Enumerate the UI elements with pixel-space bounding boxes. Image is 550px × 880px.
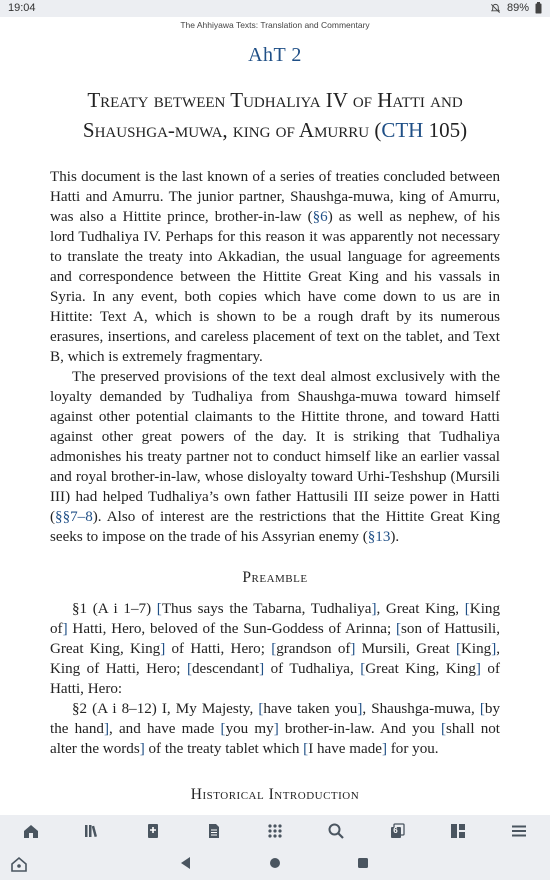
mute-icon [490,3,501,14]
text-segment: of Hatti, Hero: [50,661,500,697]
page-content [50,40,500,816]
document-title: Treaty between Tudhaliya IV of Hatti and Shaushga-muwa, king of Amurru (CTH 105) [82,88,468,142]
page-count-icon[interactable] [382,818,412,844]
text-segment: King [461,641,492,657]
text-segment: of the treaty tablet which [144,741,304,757]
restoration-bracket: ] [357,701,363,717]
restoration-bracket: ] [160,641,166,657]
text-segment: , Shaushga-muwa, [362,701,480,717]
text-segment: of Tudhaliya, [264,661,361,677]
restoration-bracket: ] [273,721,279,737]
restoration-bracket: [ [220,721,226,737]
text-segment: for you. [387,741,439,757]
restoration-bracket: ] [139,741,145,757]
page-count-badge: 6 [393,826,398,835]
system-nav-bar [0,847,550,880]
restoration-bracket: ] [381,741,387,757]
restoration-bracket: [ [464,601,470,617]
bookmark-add-icon[interactable] [138,818,168,844]
text-segment: you my [225,721,274,737]
text-segment: brother-in-law. And you [278,721,441,737]
menu-icon[interactable] [504,818,534,844]
restoration-bracket: [ [271,641,277,657]
text-segment: , and have made [109,721,221,737]
document-number: AhT 2 [248,44,302,66]
restoration-bracket: [ [479,701,485,717]
restoration-bracket: [ [440,721,447,737]
text-segment: I have made [308,741,382,757]
section-2-paragraph [50,699,500,759]
restoration-bracket: ] [475,661,481,677]
section-link-13[interactable]: §13 [367,529,391,545]
battery-icon [535,2,542,14]
text-segment: Thus says the Tabarna, Tudhaliya [161,601,372,617]
text-segment: §1 (A i 1–7) [72,601,157,617]
bottom-toolbar [0,815,550,847]
text-segment: §2 (A i 8–12) I, My Majesty, [72,701,259,717]
text-segment: have taken you [263,701,358,717]
historical-introduction-heading: Historical Introduction [190,786,360,803]
restoration-bracket: [ [258,701,264,717]
text-segment: of Hatti, Hero; [165,641,272,657]
document-icon[interactable] [199,818,229,844]
home-button-icon[interactable] [268,855,282,871]
grid-icon[interactable] [260,818,290,844]
recents-icon[interactable] [356,855,370,871]
text-segment: Mursili, Great [355,641,456,657]
restoration-bracket: ] [371,601,377,617]
text-segment: grandson of [276,641,351,657]
text-segment: son of Hattusili, Great King, King [50,621,500,657]
status-bar [0,0,550,17]
text-segment: by the hand [50,701,500,737]
restoration-bracket: ] [62,621,68,637]
text-segment: Hatti, Hero, beloved of the Sun-Goddess of Arinna; [67,621,397,637]
restoration-bracket: [ [156,601,162,617]
search-icon[interactable] [321,818,351,844]
restoration-bracket: ] [259,661,265,677]
restoration-bracket: [ [396,621,402,637]
text-segment: descendant [192,661,260,677]
text-segment: King of [50,601,500,637]
home-icon[interactable] [16,818,46,844]
battery-percent: 89% [506,2,529,14]
running-head: The Ahhiyawa Texts: Translation and Commentary [180,20,370,30]
restoration-bracket: ] [491,641,497,657]
text-segment: , King of Hatti, Hero; [50,641,500,677]
library-icon[interactable] [77,818,107,844]
text-segment: shall not alter the words [50,721,501,757]
restoration-bracket: ] [103,721,110,737]
cth-link[interactable]: CTH [381,118,424,142]
text-segment: Great King, King [365,661,476,677]
section-1-paragraph [50,599,500,699]
restoration-bracket: [ [455,641,461,657]
intro-paragraph-1: This document is the last known of a series of treaties concluded between Hatti and Amurru. The junior partner, Shaushga-muwa, king of Amurru, was also a Hittite prince, brother-in-law (§6) as well as nephew, of his lord Tudhaliya IV. Perhaps for this reason it was apparently not necessary to translate the treaty into Akkadian, the usual language for agreements and correspondence between the Hittite Great King and his vassals in Syria. In any event, both copies which have come down to us are in Hittite: Text A, which is shown to be a rough draft by its numerous erasures, insertions, and careless placement of text on the tablet, and Text B, which is extremely fragmentary. [50,169,500,365]
restoration-bracket: [ [360,661,366,677]
preamble-heading: Preamble [242,569,308,586]
restoration-bracket: [ [303,741,309,757]
home-sys-icon[interactable] [10,855,28,873]
section-link-6[interactable]: §6 [312,209,328,225]
restoration-bracket: ] [350,641,356,657]
clock: 19:04 [8,2,36,14]
restoration-bracket: [ [186,661,192,677]
section-link-7-8[interactable]: §§7–8 [55,509,93,525]
text-segment: , Great King, [376,601,465,617]
layout-icon[interactable] [443,818,473,844]
back-icon[interactable] [179,855,193,871]
intro-paragraph-2: The preserved provisions of the text deal almost exclusively with the loyalty demanded by Tudhaliya from Shaushga-muwa toward himself against other potential claimants to the Hittite throne, and toward Hatti against other great powers of the day. It is striking that Tudhaliya admonishes his treaty partner not to conduct himself like an earlier vassal and royal brother-in-law, whose disloyalty toward Urhi-Teshshup (Mursili III) had helped Tudhaliya’s own father Hattusili III seize power in Hatti (§§7–8). Also of interest are the restrictions that the Hittite Great King seeks to impose on the trade of his Assyrian enemy (§13). [50,369,500,545]
